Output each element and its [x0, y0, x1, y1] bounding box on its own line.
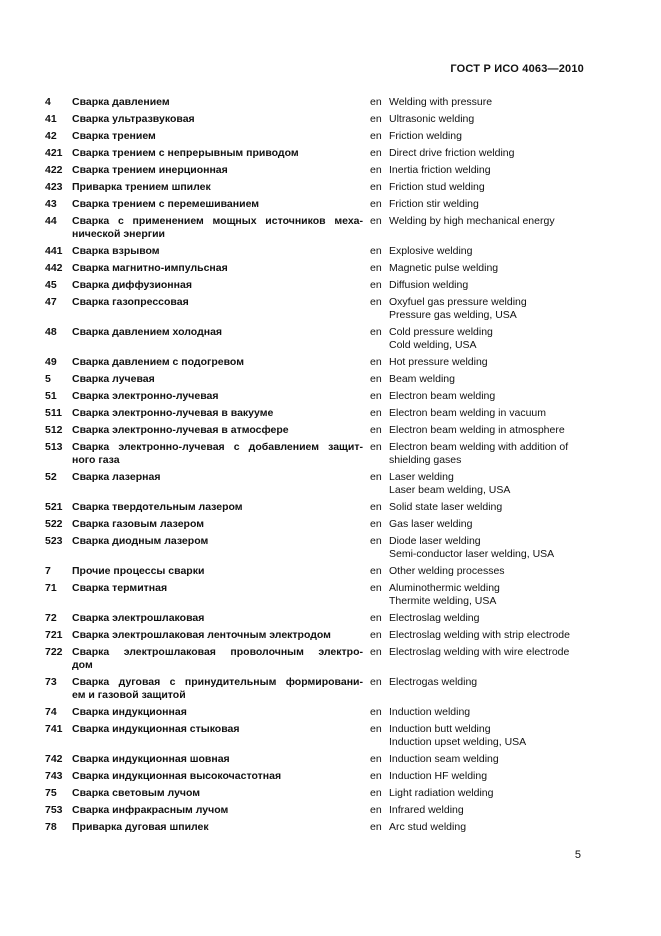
lang-label: en: [370, 535, 382, 547]
term-code: 47: [45, 296, 57, 308]
term-en: [389, 723, 585, 749]
lang-label: en: [370, 215, 382, 227]
lang-label: en: [370, 424, 382, 436]
term-en-line: Induction welding: [389, 706, 471, 718]
term-ru-line: Сварка индукционная высокочастотная: [72, 770, 282, 782]
term-ru: [72, 518, 363, 531]
term-en: [389, 629, 585, 642]
term-ru-line: Сварка электронно-лучевая в атмосфере: [72, 424, 289, 436]
term-code: 73: [45, 676, 57, 688]
document-header: ГОСТ Р ИСО 4063—2010: [450, 63, 584, 75]
term-code: 78: [45, 821, 57, 833]
term-code: 743: [45, 770, 63, 782]
term-en-line: Arc stud welding: [389, 821, 467, 833]
term-code: 421: [45, 147, 63, 159]
term-row: [45, 279, 585, 292]
term-ru: [72, 804, 363, 817]
term-ru: [72, 373, 363, 386]
lang-label: en: [370, 279, 382, 291]
term-code: 71: [45, 582, 57, 594]
term-en: [389, 262, 585, 275]
term-en-line: Friction stir welding: [389, 198, 479, 210]
term-ru-line: Прочие процессы сварки: [72, 565, 205, 577]
term-en: [389, 96, 585, 109]
term-code: 422: [45, 164, 63, 176]
term-ru-line: Сварка электрошлаковая проволочным электро-: [72, 646, 363, 658]
term-en-line: Cold pressure welding: [389, 326, 493, 338]
term-ru-line: Сварка твердотельным лазером: [72, 501, 243, 513]
term-row: [45, 373, 585, 386]
term-ru: [72, 676, 363, 702]
term-row: [45, 612, 585, 625]
term-code: 42: [45, 130, 57, 142]
term-row: [45, 215, 585, 241]
term-row: [45, 390, 585, 403]
term-ru-line: Сварка ультразвуковая: [72, 113, 195, 125]
term-ru: [72, 198, 363, 211]
term-en: [389, 646, 585, 659]
lang-label: en: [370, 407, 382, 419]
term-en-line: Induction seam welding: [389, 753, 499, 765]
term-code: 521: [45, 501, 63, 513]
term-code: 48: [45, 326, 57, 338]
term-ru: [72, 612, 363, 625]
term-row: [45, 96, 585, 109]
term-row: [45, 821, 585, 834]
term-en: [389, 804, 585, 817]
term-row: [45, 706, 585, 719]
term-ru-line: Сварка лазерная: [72, 471, 161, 483]
term-en-line: Induction butt welding: [389, 723, 491, 735]
term-en: [389, 706, 585, 719]
term-ru-line: нической энергии: [72, 228, 166, 240]
lang-label: en: [370, 706, 382, 718]
term-en-line: Electroslag welding with wire electrode: [389, 646, 570, 658]
term-en: [389, 279, 585, 292]
term-ru: [72, 770, 363, 783]
term-ru-line: дом: [72, 659, 93, 671]
lang-label: en: [370, 612, 382, 624]
lang-label: en: [370, 198, 382, 210]
term-row: [45, 535, 585, 561]
term-en-line: Electron beam welding: [389, 390, 496, 402]
term-en-line: Electroslag welding: [389, 612, 480, 624]
term-ru-line: Сварка трением: [72, 130, 156, 142]
term-code: 512: [45, 424, 63, 436]
term-en: [389, 296, 585, 322]
lang-label: en: [370, 262, 382, 274]
lang-label: en: [370, 770, 382, 782]
term-row: [45, 147, 585, 160]
term-code: 513: [45, 441, 63, 453]
term-en-line: Electron beam welding with addition of: [389, 441, 569, 453]
term-code: 721: [45, 629, 63, 641]
term-row: [45, 424, 585, 437]
term-en: [389, 390, 585, 403]
term-en: [389, 787, 585, 800]
term-ru-line: Сварка давлением с подогревом: [72, 356, 244, 368]
term-ru: [72, 262, 363, 275]
term-ru: [72, 723, 363, 736]
term-en: [389, 245, 585, 258]
term-row: [45, 787, 585, 800]
term-en: [389, 471, 585, 497]
term-row: [45, 629, 585, 642]
term-en-line: Hot pressure welding: [389, 356, 488, 368]
term-en: [389, 770, 585, 783]
term-row: [45, 181, 585, 194]
term-en: [389, 181, 585, 194]
term-code: 741: [45, 723, 63, 735]
term-ru: [72, 565, 363, 578]
term-en-line: Electrogas welding: [389, 676, 478, 688]
lang-label: en: [370, 804, 382, 816]
term-ru-line: Приварка трением шпилек: [72, 181, 211, 193]
term-en: [389, 326, 585, 352]
term-code: 5: [45, 373, 51, 385]
lang-label: en: [370, 164, 382, 176]
lang-label: en: [370, 676, 382, 688]
term-ru: [72, 501, 363, 514]
term-row: [45, 676, 585, 702]
term-code: 511: [45, 407, 62, 419]
term-row: [45, 296, 585, 322]
term-code: 441: [45, 245, 63, 257]
lang-label: en: [370, 629, 382, 641]
term-en-line: Infrared welding: [389, 804, 464, 816]
term-code: 51: [45, 390, 57, 402]
lang-label: en: [370, 390, 382, 402]
term-en-line: Friction welding: [389, 130, 462, 142]
term-ru: [72, 787, 363, 800]
term-ru: [72, 96, 363, 109]
term-code: 423: [45, 181, 63, 193]
term-en-line: Semi-conductor laser welding, USA: [389, 548, 555, 560]
terms-table: [45, 96, 585, 838]
term-en-line: Laser beam welding, USA: [389, 484, 511, 496]
term-en: [389, 535, 585, 561]
term-en-line: shielding gases: [389, 454, 462, 466]
lang-label: en: [370, 296, 382, 308]
term-ru-line: Сварка давлением холодная: [72, 326, 223, 338]
term-ru-line: Сварка магнитно-импульсная: [72, 262, 228, 274]
term-en: [389, 518, 585, 531]
term-ru-line: Сварка взрывом: [72, 245, 160, 257]
term-en-line: Electroslag welding with strip electrode: [389, 629, 570, 641]
term-ru-line: Сварка газопрессовая: [72, 296, 189, 308]
term-row: [45, 804, 585, 817]
term-ru: [72, 582, 363, 595]
term-en: [389, 373, 585, 386]
term-en-line: Laser welding: [389, 471, 454, 483]
term-ru-line: Сварка трением с непрерывным приводом: [72, 147, 299, 159]
term-code: 722: [45, 646, 63, 658]
term-ru-line: Сварка трением инерционная: [72, 164, 228, 176]
term-en: [389, 198, 585, 211]
term-ru-line: Сварка дуговая с принудительным формировани-: [72, 676, 363, 688]
term-row: [45, 646, 585, 672]
lang-label: en: [370, 326, 382, 338]
term-code: 72: [45, 612, 57, 624]
term-en-line: Diffusion welding: [389, 279, 469, 291]
term-row: [45, 518, 585, 531]
term-en: [389, 424, 585, 437]
term-ru: [72, 407, 363, 420]
lang-label: en: [370, 373, 382, 385]
term-row: [45, 326, 585, 352]
term-ru-line: Сварка газовым лазером: [72, 518, 204, 530]
term-row: [45, 198, 585, 211]
term-en: [389, 441, 585, 467]
term-ru-line: Сварка инфракрасным лучом: [72, 804, 229, 816]
lang-label: en: [370, 787, 382, 799]
term-row: [45, 770, 585, 783]
term-en-line: Light radiation welding: [389, 787, 494, 799]
term-en: [389, 501, 585, 514]
term-en: [389, 407, 585, 420]
term-ru: [72, 113, 363, 126]
term-row: [45, 753, 585, 766]
term-ru-line: Сварка индукционная: [72, 706, 187, 718]
term-en-line: Electron beam welding in vacuum: [389, 407, 546, 419]
term-ru-line: ного газа: [72, 454, 120, 466]
term-en-line: Induction upset welding, USA: [389, 736, 527, 748]
term-en: [389, 582, 585, 608]
term-en: [389, 565, 585, 578]
term-en-line: Friction stud welding: [389, 181, 485, 193]
lang-label: en: [370, 113, 382, 125]
term-en-line: Welding by high mechanical energy: [389, 215, 555, 227]
term-ru-line: Сварка термитная: [72, 582, 168, 594]
term-en: [389, 753, 585, 766]
term-ru-line: Сварка диодным лазером: [72, 535, 209, 547]
term-row: [45, 565, 585, 578]
term-en-line: Cold welding, USA: [389, 339, 477, 351]
lang-label: en: [370, 582, 382, 594]
term-en: [389, 215, 585, 228]
lang-label: en: [370, 753, 382, 765]
term-ru: [72, 441, 363, 467]
term-ru-line: Сварка трением с перемешиванием: [72, 198, 260, 210]
term-en-line: Beam welding: [389, 373, 455, 385]
term-ru: [72, 706, 363, 719]
term-code: 43: [45, 198, 57, 210]
term-row: [45, 245, 585, 258]
term-row: [45, 164, 585, 177]
term-ru: [72, 215, 363, 241]
term-row: [45, 130, 585, 143]
term-ru: [72, 535, 363, 548]
term-ru: [72, 471, 363, 484]
term-en-line: Diode laser welding: [389, 535, 481, 547]
term-row: [45, 441, 585, 467]
term-code: 49: [45, 356, 57, 368]
term-row: [45, 356, 585, 369]
term-ru-line: Сварка электрошлаковая: [72, 612, 205, 624]
term-row: [45, 471, 585, 497]
term-code: 753: [45, 804, 63, 816]
term-en-line: Other welding processes: [389, 565, 505, 577]
lang-label: en: [370, 441, 382, 453]
term-ru-line: Сварка электрошлаковая ленточным электродом: [72, 629, 331, 641]
term-ru: [72, 821, 363, 834]
term-ru-line: Сварка индукционная шовная: [72, 753, 230, 765]
term-code: 52: [45, 471, 57, 483]
term-en: [389, 113, 585, 126]
term-code: 75: [45, 787, 57, 799]
lang-label: en: [370, 501, 382, 513]
term-ru-line: Сварка с применением мощных источников меха-: [72, 215, 363, 227]
term-ru: [72, 164, 363, 177]
term-en: [389, 612, 585, 625]
lang-label: en: [370, 518, 382, 530]
lang-label: en: [370, 181, 382, 193]
term-ru: [72, 296, 363, 309]
term-ru-line: Сварка электронно-лучевая: [72, 390, 219, 402]
term-ru-line: Сварка электронно-лучевая в вакууме: [72, 407, 274, 419]
term-row: [45, 582, 585, 608]
lang-label: en: [370, 471, 382, 483]
term-row: [45, 407, 585, 420]
term-row: [45, 262, 585, 275]
term-en: [389, 130, 585, 143]
term-code: 742: [45, 753, 63, 765]
term-en-line: Aluminothermic welding: [389, 582, 500, 594]
term-row: [45, 501, 585, 514]
term-en-line: Pressure gas welding, USA: [389, 309, 517, 321]
lang-label: en: [370, 245, 382, 257]
term-en-line: Explosive welding: [389, 245, 473, 257]
term-code: 74: [45, 706, 57, 718]
term-code: 41: [45, 113, 57, 125]
lang-label: en: [370, 96, 382, 108]
term-en-line: Welding with pressure: [389, 96, 493, 108]
term-code: 45: [45, 279, 57, 291]
lang-label: en: [370, 646, 382, 658]
term-ru-line: Сварка лучевая: [72, 373, 155, 385]
term-ru: [72, 279, 363, 292]
term-ru: [72, 646, 363, 672]
lang-label: en: [370, 723, 382, 735]
term-en-line: Induction HF welding: [389, 770, 488, 782]
term-ru: [72, 356, 363, 369]
term-ru: [72, 390, 363, 403]
page-number: 5: [574, 849, 581, 861]
term-en-line: Electron beam welding in atmosphere: [389, 424, 565, 436]
term-en-line: Inertia friction welding: [389, 164, 491, 176]
term-code: 7: [45, 565, 51, 577]
term-ru: [72, 424, 363, 437]
term-ru: [72, 245, 363, 258]
term-ru-line: Сварка диффузионная: [72, 279, 192, 291]
term-code: 4: [45, 96, 51, 108]
lang-label: en: [370, 565, 382, 577]
term-code: 523: [45, 535, 63, 547]
term-row: [45, 113, 585, 126]
term-en-line: Oxyfuel gas pressure welding: [389, 296, 527, 308]
term-code: 44: [45, 215, 57, 227]
term-ru: [72, 753, 363, 766]
term-en-line: Magnetic pulse welding: [389, 262, 499, 274]
term-en-line: Thermite welding, USA: [389, 595, 497, 607]
lang-label: en: [370, 147, 382, 159]
term-ru-line: Сварка электронно-лучевая с добавлением защит-: [72, 441, 363, 453]
lang-label: en: [370, 130, 382, 142]
term-ru: [72, 326, 363, 339]
term-ru-line: Сварка давлением: [72, 96, 170, 108]
term-en: [389, 356, 585, 369]
term-en-line: Solid state laser welding: [389, 501, 503, 513]
term-ru: [72, 130, 363, 143]
term-en: [389, 147, 585, 160]
term-ru-line: ем и газовой защитой: [72, 689, 186, 701]
term-en: [389, 164, 585, 177]
term-ru-line: Сварка индукционная стыковая: [72, 723, 240, 735]
lang-label: en: [370, 356, 382, 368]
term-en-line: Direct drive friction welding: [389, 147, 515, 159]
term-en-line: Ultrasonic welding: [389, 113, 475, 125]
term-en: [389, 821, 585, 834]
term-ru: [72, 181, 363, 194]
term-en: [389, 676, 585, 689]
term-ru-line: Приварка дуговая шпилек: [72, 821, 209, 833]
term-ru: [72, 629, 363, 642]
lang-label: en: [370, 821, 382, 833]
term-ru-line: Сварка световым лучом: [72, 787, 201, 799]
term-code: 442: [45, 262, 63, 274]
term-code: 522: [45, 518, 63, 530]
term-row: [45, 723, 585, 749]
term-en-line: Gas laser welding: [389, 518, 473, 530]
term-ru: [72, 147, 363, 160]
